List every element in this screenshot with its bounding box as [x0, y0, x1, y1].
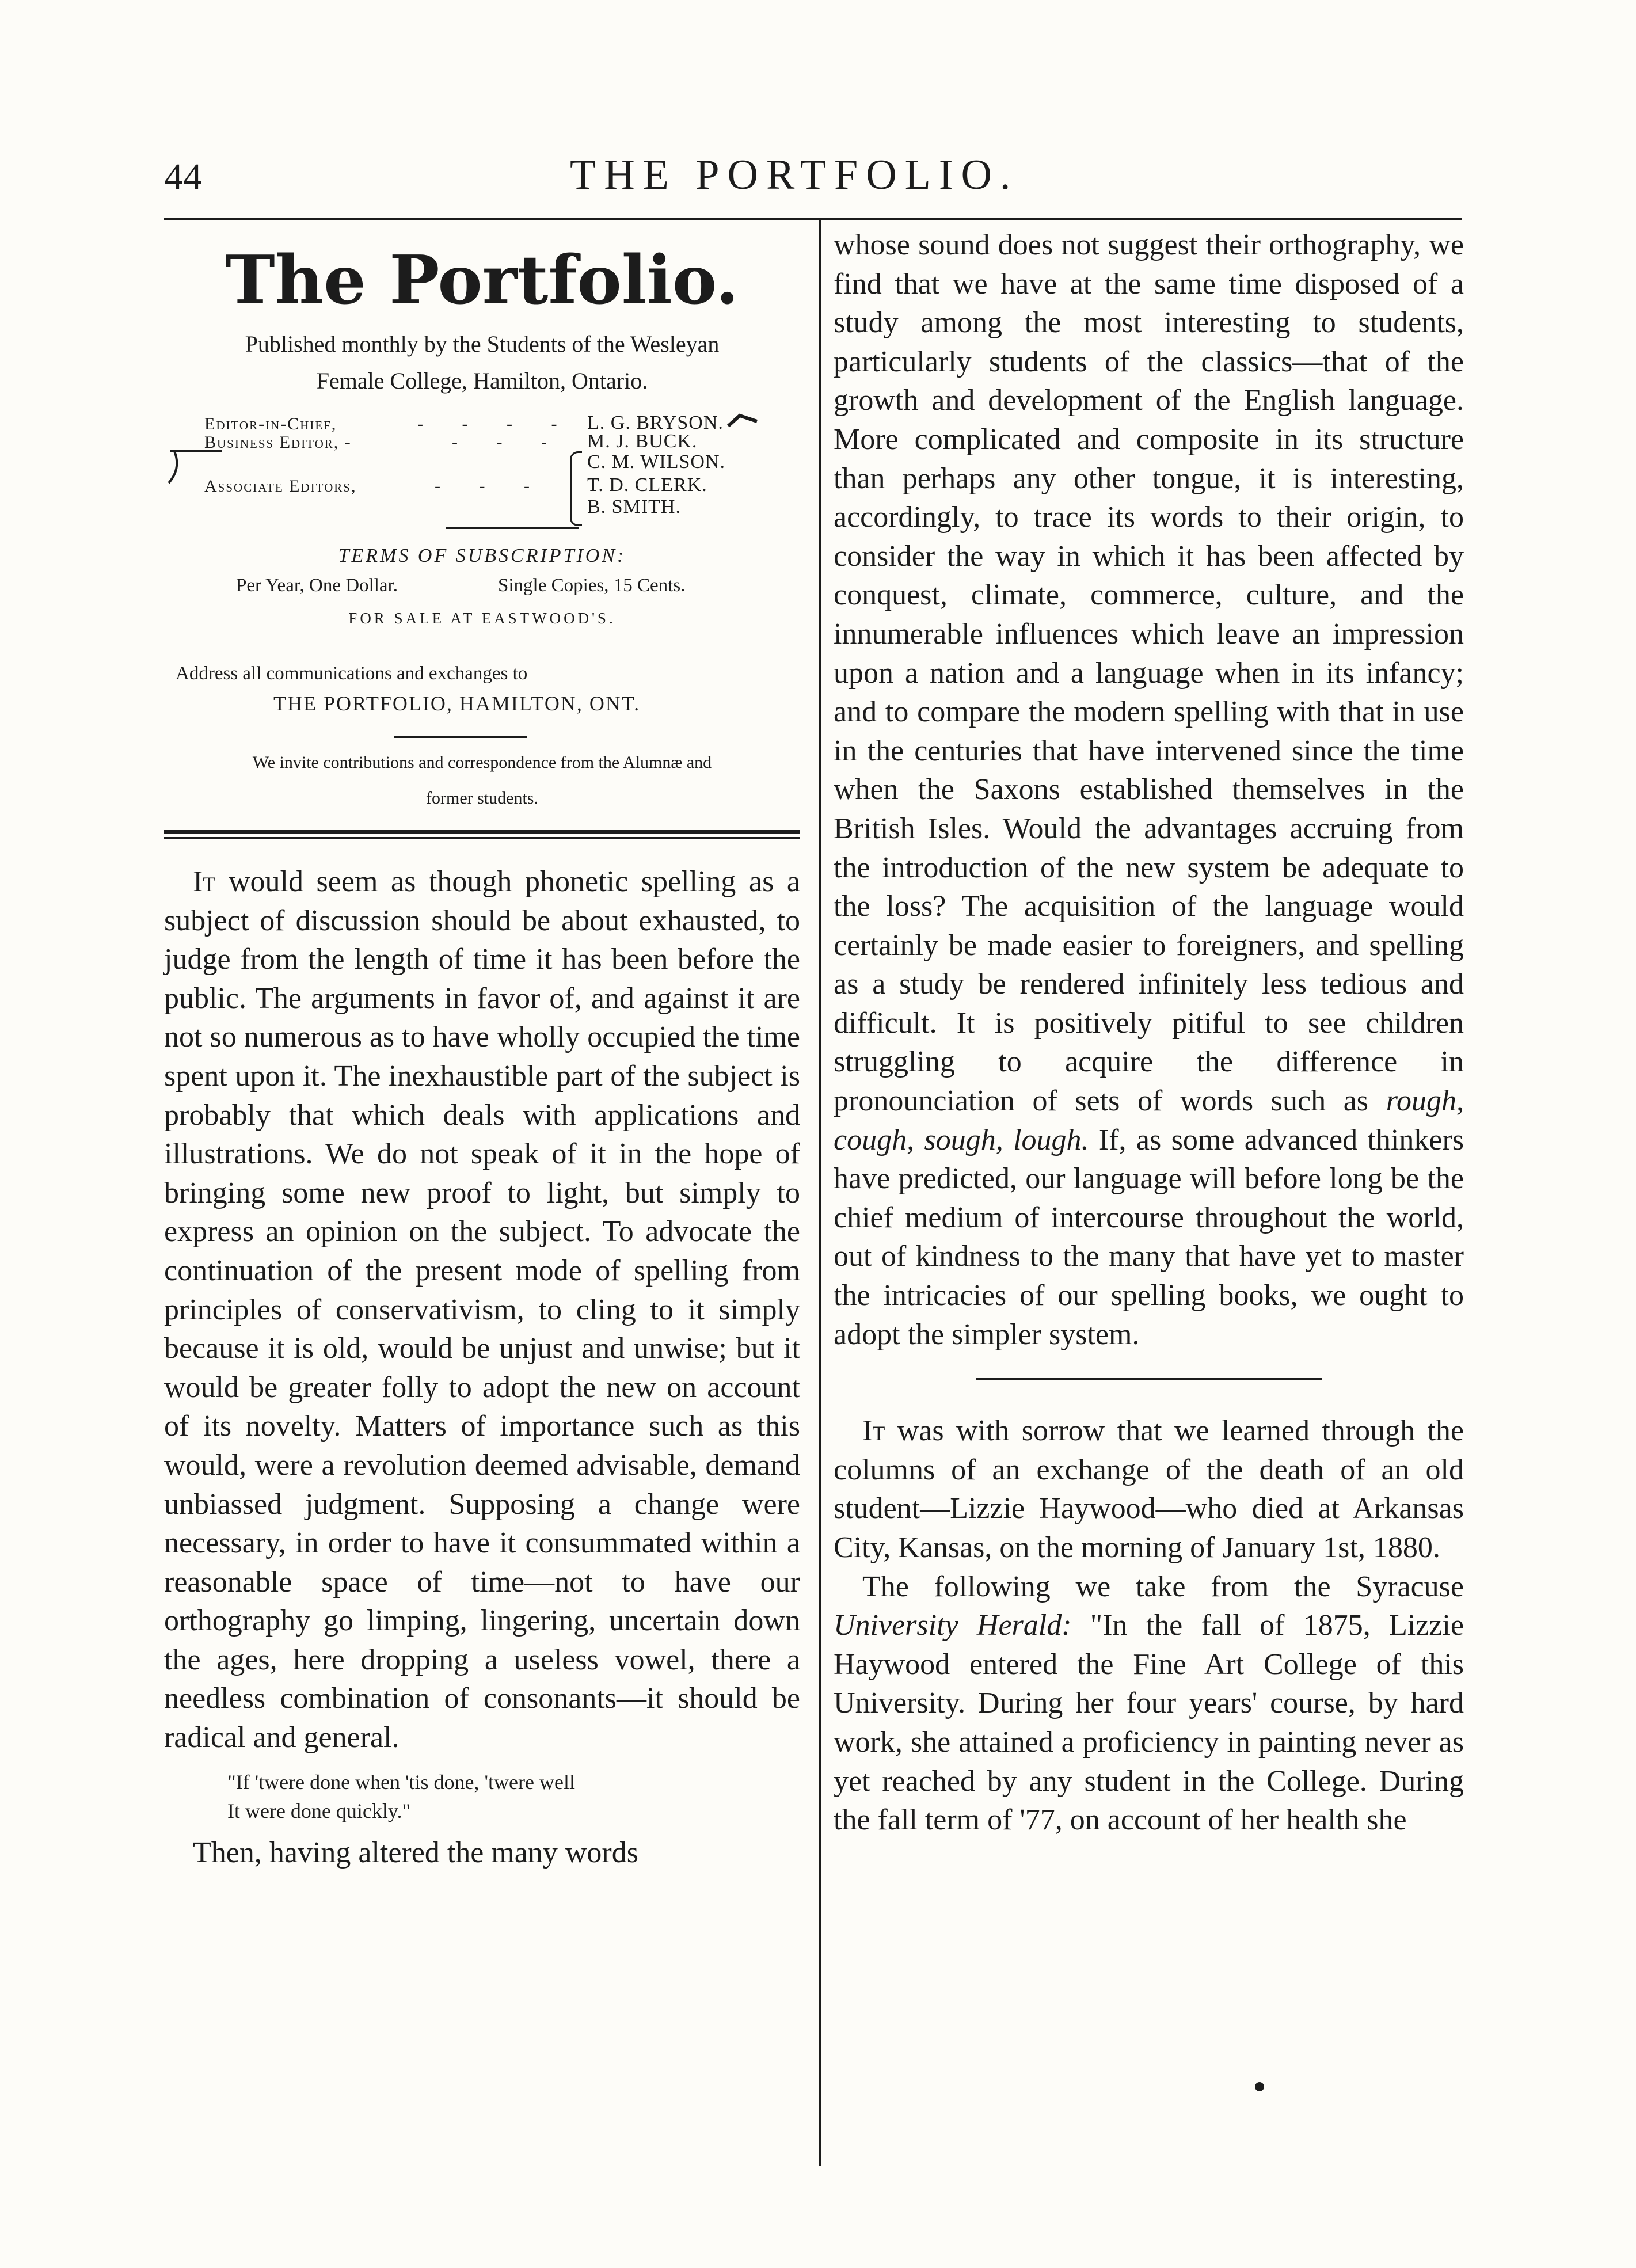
address-line-2: THE PORTFOLIO, HAMILTON, ONT.: [273, 692, 641, 715]
obituary-dropword: It: [862, 1414, 885, 1448]
terms-prices: [164, 575, 800, 604]
associate-brace: [570, 451, 582, 526]
editorial-paragraph-2-start: Then, having altered the many words: [193, 1836, 638, 1869]
obituary-text-2-start: The following we take from the Syracuse: [862, 1570, 1464, 1603]
editorial-text-2b: If, as some advanced thinkers have predicted, our language will before long be the chief medium of intercourse throughout the world, out of kindness to the many that have yet to master the intricacies of our spelling books, we ought to adopt the simpler system.: [834, 1123, 1464, 1351]
spelling-examples: rough, cough, sough, lough.: [834, 1084, 1464, 1156]
staff-dots-business: - - -: [452, 433, 564, 452]
address-line-1: Address all communications and exchanges to: [176, 663, 528, 684]
masthead-title: The Portfolio.: [225, 241, 739, 319]
obituary-text-1: was with sorrow that we learned through the columns of an exchange of the death of an old student—Lizzie Haywood—who died at Arkansas City, Kansas, on the morning of January 1st, 1880.: [834, 1414, 1464, 1564]
running-head: THE PORTFOLIO.: [570, 151, 1019, 199]
page-number: 44: [164, 156, 202, 198]
editorial-dropword: It: [193, 865, 216, 898]
terms-heading: TERMS OF SUBSCRIPTION:: [338, 545, 626, 566]
address-rule: [394, 736, 527, 738]
staff-role-editor: Editor-in-Chief,: [204, 414, 337, 433]
staff-dots-associates: - - -: [435, 477, 547, 496]
obituary-article: [834, 1411, 1464, 1840]
section-rule: [976, 1378, 1322, 1380]
staff-name-associate-1: C. M. WILSON.: [587, 451, 725, 473]
obituary-source: University Herald:: [834, 1609, 1072, 1642]
staff-name-business: M. J. BUCK.: [587, 431, 698, 452]
terms-single-copy: Single Copies, 15 Cents.: [498, 575, 686, 596]
staff-name-editor: L. G. BRYSON.: [587, 412, 724, 433]
editorial-paragraph-2-continued: [834, 226, 1464, 1354]
staff-name-associate-2: T. D. CLERK.: [587, 474, 707, 496]
masthead-double-rule: [164, 830, 800, 839]
obituary-paragraph-1: [834, 1411, 1464, 1567]
terms-per-year: Per Year, One Dollar.: [236, 575, 398, 596]
staff-name-associate-3: B. SMITH.: [587, 496, 681, 517]
column-rule: [819, 220, 821, 2166]
publisher-line-1: Published monthly by the Students of the Wesleyan: [245, 331, 720, 357]
quote-line-1: "If 'twere done when 'tis done, 'twere well: [227, 1770, 575, 1794]
right-column: [834, 220, 1464, 1840]
invite-line-1: We invite contributions and correspondence from the Alumnæ and: [252, 753, 712, 772]
shakespeare-quote: [227, 1768, 800, 1825]
ink-dot: [1255, 2082, 1264, 2091]
staff-dots-editor: - - - -: [417, 414, 574, 433]
editorial-paragraph-1: [164, 862, 800, 1757]
staff-list: [164, 410, 800, 531]
for-sale-notice: FOR SALE AT EASTWOOD'S.: [348, 610, 616, 627]
editorial-text-1: would seem as though phonetic spelling as a subject of discussion should be about exhausted, to judge from the length of time it has been before the public. The arguments in favor of, and against it are not so numerous as to have wholly occupied the time spent upon it. The inexhaustible part of the subject is probably that which deals with applications and illustrations. We do not speak of it in the hope of bringing some new proof to light, but simply to express an opinion on the subject. To advocate the continuation of the present mode of spelling from principles of conservativism, to cling to it simply because it is old, would be unjust and unwise; but it would be greater folly to adopt the new on account of its novelty. Matters of importance such as this would, were a revolution deemed advisable, demand unbiassed judgment. Supposing a change were necessary, in order to have it consummated within a reasonable space of time—not to have our orthography go limping, lingering, uncertain down the ages, here dropping a useless vowel, there a needless combination of consonants—it should be radical and general.: [164, 865, 801, 1755]
publisher-line-2: Female College, Hamilton, Ontario.: [316, 368, 648, 394]
pen-tick-mark: [725, 409, 760, 432]
invite-line-2: former students.: [426, 789, 538, 808]
editorial-article: [164, 862, 800, 1872]
obituary-paragraph-2: [834, 1567, 1464, 1840]
masthead: [164, 237, 800, 397]
obituary-text-2-rest: "In the fall of 1875, Lizzie Haywood entered the Fine Art College of this University. During her four years' course, by hard work, she attained a proficiency in painting never as yet reached by any student in the College. During the fall term of '77, on account of her health she: [834, 1609, 1464, 1837]
staff-role-associates: Associate Editors,: [204, 477, 357, 496]
editorial-text-2a: whose sound does not suggest their orthography, we find that we have at the same time disposed of a study among the most interesting to students, particularly students of the classics—that of the growth and development of the English language. More complicated and composite in its structure than perhaps any other tongue, it is interesting, accordingly, to trace its words to their origin, to consider the way in which it has been affected by conquest, climate, commerce, culture, and the innumerable influences which leave an impression upon a nation and a language when in its infancy; and to compare the modern spelling with that in use in the centuries that have intervened since the time when the Saxons established themselves in the British Isles. Would the advantages accruing from the introduction of the new system be adequate to the loss? The acquisition of the language would certainly be made easier to foreigners, and spelling as a study be rendered infinitely less tedious and difficult. It is positively pitiful to see children struggling to acquire the difference in pronounciation of sets of words such as: [834, 229, 1464, 1118]
staff-role-business: Business Editor, -: [204, 433, 352, 452]
quote-line-2: It were done quickly.": [227, 1799, 411, 1822]
left-column: [164, 220, 800, 1872]
